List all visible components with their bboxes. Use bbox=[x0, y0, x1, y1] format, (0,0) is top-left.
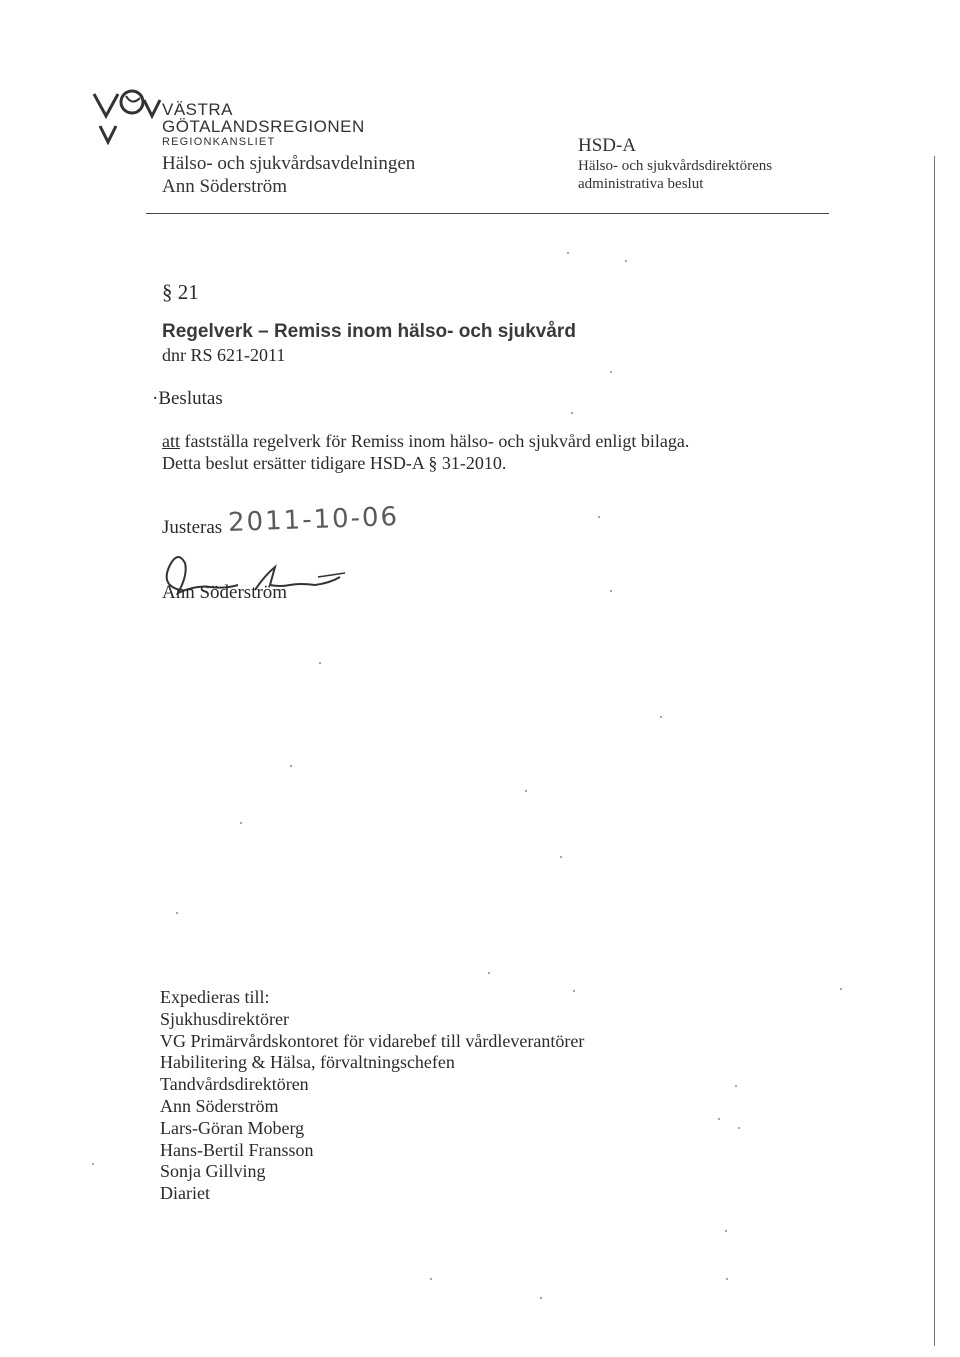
org-name-line2: GÖTALANDSREGIONEN bbox=[162, 117, 365, 136]
list-item: Ann Söderström bbox=[160, 1095, 279, 1116]
scan-speck bbox=[735, 1085, 737, 1087]
list-item: VG Primärvårdskontoret för vidarebef till vårdleverantörer bbox=[160, 1030, 585, 1051]
scan-speck bbox=[726, 1278, 728, 1280]
scan-speck bbox=[290, 765, 292, 767]
list-item: Lars-Göran Moberg bbox=[160, 1117, 305, 1138]
list-item: Hans-Bertil Fransson bbox=[160, 1139, 314, 1160]
scan-speck bbox=[610, 590, 612, 592]
signer-name: Ann Söderström bbox=[162, 582, 288, 603]
scan-speck bbox=[598, 516, 600, 518]
scan-speck bbox=[571, 412, 573, 414]
decision-text-rest: fastställa regelverk för Remiss inom hälso- och sjukvård enligt bilaga. bbox=[180, 431, 690, 451]
scan-speck bbox=[567, 252, 569, 254]
beslutas-label: ·Beslutas bbox=[152, 388, 223, 409]
doc-type: HSD-A bbox=[578, 135, 637, 156]
list-item: Sonja Gillving bbox=[160, 1161, 266, 1182]
scan-speck bbox=[725, 1230, 727, 1232]
att-word: att bbox=[162, 431, 180, 451]
decision-text bbox=[162, 431, 689, 452]
scan-speck bbox=[718, 1118, 720, 1120]
justeras-label: Justeras bbox=[162, 517, 223, 538]
doc-type-sub2: administrativa beslut bbox=[578, 176, 704, 192]
registration-number: dnr RS 621-2011 bbox=[162, 345, 286, 365]
scan-speck bbox=[240, 822, 242, 824]
scan-speck bbox=[540, 1297, 542, 1299]
list-item: Tandvårdsdirektören bbox=[160, 1074, 309, 1095]
scan-speck bbox=[610, 371, 612, 373]
department: Hälso- och sjukvårdsavdelningen bbox=[162, 153, 416, 174]
list-item: Sjukhusdirektörer bbox=[160, 1008, 289, 1029]
scan-speck bbox=[92, 1163, 94, 1165]
scan-edge-line bbox=[934, 156, 935, 1346]
scan-speck bbox=[488, 972, 490, 974]
scan-speck bbox=[840, 988, 842, 990]
scan-speck bbox=[176, 912, 178, 914]
scan-speck bbox=[525, 790, 527, 792]
header-divider bbox=[146, 213, 829, 214]
handwritten-date: 2011-10-06 bbox=[227, 502, 400, 538]
distribution-heading: Expedieras till: bbox=[160, 987, 270, 1007]
decision-title: Regelverk – Remiss inom hälso- och sjukvård bbox=[162, 321, 576, 342]
scan-speck bbox=[660, 716, 662, 718]
list-item: Diariet bbox=[160, 1183, 210, 1204]
distribution-list bbox=[160, 987, 584, 1205]
org-unit: REGIONKANSLIET bbox=[162, 136, 276, 148]
scan-speck bbox=[560, 856, 562, 858]
author: Ann Söderström bbox=[162, 176, 288, 197]
scan-speck bbox=[573, 990, 575, 992]
scan-speck bbox=[319, 662, 321, 664]
region-logo-icon bbox=[92, 86, 162, 156]
scan-speck bbox=[625, 260, 627, 262]
scan-speck bbox=[738, 1127, 740, 1129]
scan-speck bbox=[430, 1278, 432, 1280]
list-item: Habilitering & Hälsa, förvaltningschefen bbox=[160, 1052, 455, 1073]
org-name-line1: VÄSTRA bbox=[162, 100, 234, 119]
paragraph-number: § 21 bbox=[162, 280, 199, 304]
replaces-note: Detta beslut ersätter tidigare HSD-A § 31-2010. bbox=[162, 453, 507, 473]
doc-type-sub1: Hälso- och sjukvårdsdirektörens bbox=[578, 158, 773, 174]
